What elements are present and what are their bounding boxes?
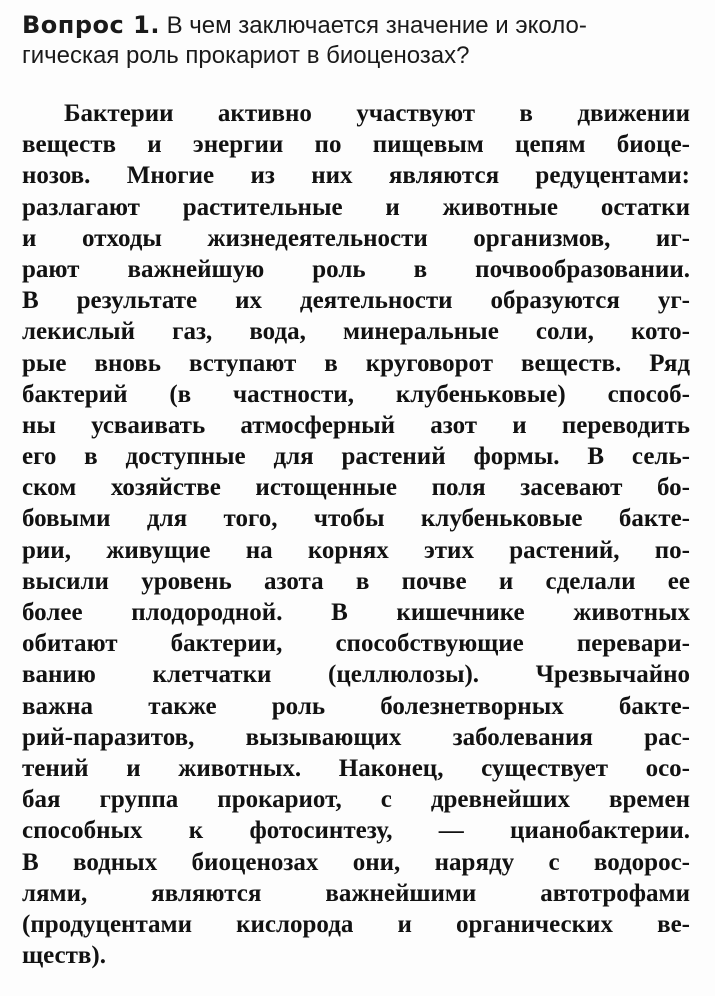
answer-line: бактерий (в частности, клубеньковые) способ-: [22, 380, 690, 408]
answer-line: (продуцентами кислорода и органических ве-: [22, 910, 690, 938]
answer-line: ванию клетчатки (целлюлозы). Чрезвычайно: [22, 661, 690, 689]
answer-line: важна также роль болезнетворных бакте-: [22, 692, 690, 720]
answer-line: бая группа прокариот, с древнейших времен: [22, 786, 690, 814]
answer-line: и отходы жизнедеятельности организмов, иг-: [22, 224, 690, 252]
answer-line: способных к фотосинтезу, — цианобактерии.: [22, 817, 690, 845]
answer-line: Бактерии активно участвуют в движении: [64, 100, 690, 127]
answer-line: его в доступные для растений формы. В сель-: [22, 443, 690, 471]
answer-line: рии, живущие на корнях этих растений, по-: [22, 536, 690, 564]
question-text-line-2: гическая роль прокариот в биоценозах?: [22, 42, 470, 69]
answer-line: веществ и энергии по пищевым цепям биоце-: [22, 131, 690, 159]
question-text-line-1: В чем заключается значение и эколо-: [166, 12, 587, 39]
answer-line: тений и животных. Наконец, существует осо-: [22, 754, 690, 782]
answer-line: В водных биоценозах они, наряду с водорос-: [22, 848, 690, 876]
question-label: Вопрос 1.: [22, 11, 160, 39]
answer-line: рают важнейшую роль в почвообразовании.: [22, 255, 690, 283]
question-block: [22, 10, 694, 71]
answer-line: ском хозяйстве истощенные поля засевают бо-: [22, 474, 690, 502]
answer-line: более плодородной. В кишечнике животных: [22, 599, 690, 626]
answer-line: обитают бактерии, способствующие перевари-: [22, 630, 690, 658]
answer-line: лями, являются важнейшими автотрофами: [22, 879, 690, 907]
answer-line: рые вновь вступают в круговорот веществ. Ряд: [22, 349, 690, 377]
answer-line: нозов. Многие из них являются редуцентами:: [22, 162, 690, 190]
answer-paragraph: [22, 98, 690, 971]
answer-line: ны усваивать атмосферный азот и переводить: [22, 411, 690, 439]
answer-line: высили уровень азота в почве и сделали ее: [22, 567, 690, 595]
answer-line: бовыми для того, чтобы клубеньковые бакте-: [22, 505, 690, 533]
answer-line: рий-паразитов, вызывающих заболевания рас-: [22, 723, 690, 751]
answer-line: ществ).: [22, 942, 106, 970]
answer-line: лекислый газ, вода, минеральные соли, кото-: [22, 318, 690, 346]
answer-line: В результате их деятельности образуются уг-: [22, 287, 690, 315]
answer-line: разлагают растительные и животные остатки: [22, 193, 690, 221]
